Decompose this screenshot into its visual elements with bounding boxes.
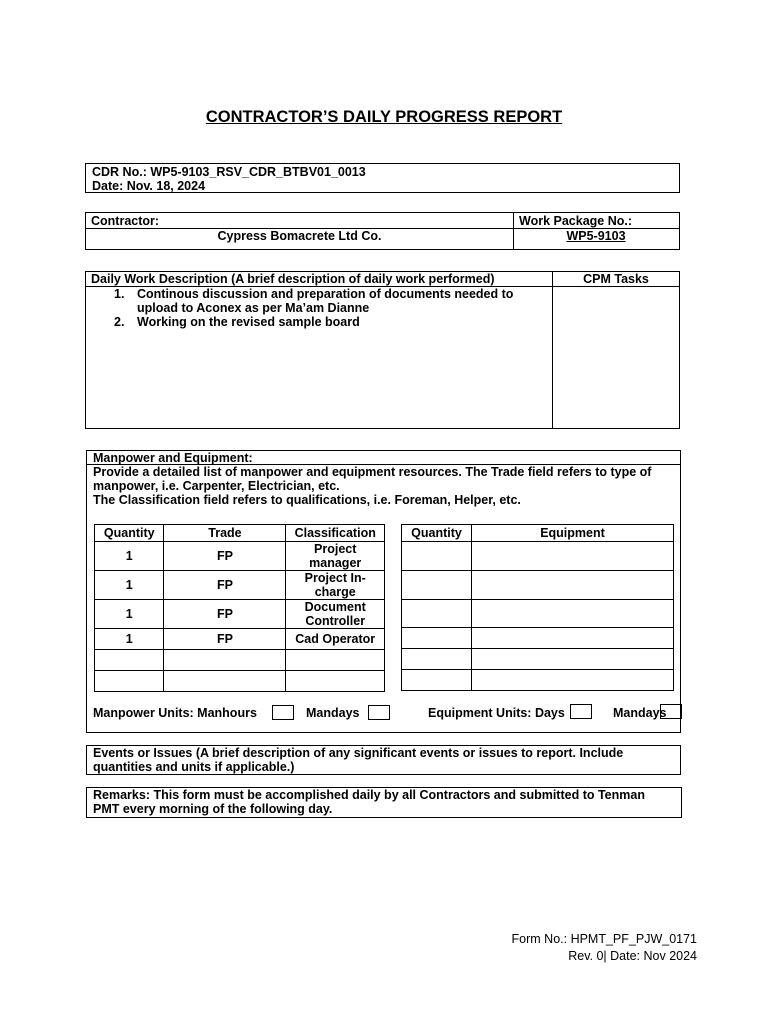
quantity-cell: [402, 649, 472, 670]
contractor-label: Contractor:: [91, 214, 160, 228]
cdr-box: [85, 163, 680, 193]
manpower-table: [94, 524, 385, 692]
equipment-cell: [472, 600, 674, 628]
events-line-1: Events or Issues (A brief description of any significant events or issues to report. Include: [93, 746, 624, 760]
quantity-header: Quantity: [95, 525, 164, 542]
manpower-heading: Manpower and Equipment:: [93, 451, 253, 465]
classification-cell: [286, 650, 385, 671]
manpower-desc-3: The Classification field refers to qualifications, i.e. Foreman, Helper, etc.: [93, 493, 521, 507]
work-item-2: [114, 315, 360, 329]
classification-header: Classification: [286, 525, 385, 542]
classification-line: charge: [314, 585, 356, 599]
quantity-cell: [402, 600, 472, 628]
quantity-cell: [402, 628, 472, 649]
equipment-quantity-header: Quantity: [402, 525, 472, 542]
cpm-tasks-heading: CPM Tasks: [583, 272, 649, 286]
table-row: [402, 542, 674, 571]
equipment-days-checkbox[interactable]: [570, 704, 592, 719]
trade-cell: FP: [164, 571, 286, 600]
quantity-cell: [95, 650, 164, 671]
contractor-box: [85, 212, 680, 250]
table-row: [402, 600, 674, 628]
quantity-cell: [402, 571, 472, 600]
equipment-units-label: Equipment Units: Days: [428, 706, 565, 720]
events-box: [86, 745, 681, 775]
work-item-1: [114, 287, 513, 315]
form-number: Form No.: HPMT_PF_PJW_0171: [511, 932, 697, 946]
classification-cell: [286, 671, 385, 692]
work-package-number: WP5-9103: [566, 229, 626, 243]
manpower-units-label: Manpower Units: Manhours: [93, 706, 257, 720]
manhours-checkbox[interactable]: [272, 705, 294, 720]
equipment-table: [401, 524, 674, 691]
equipment-cell: [472, 571, 674, 600]
classification-cell: [286, 571, 385, 600]
table-row: [402, 628, 674, 649]
table-row: [95, 542, 385, 571]
equipment-cell: [472, 628, 674, 649]
cdr-number: CDR No.: WP5-9103_RSV_CDR_BTBV01_0013: [92, 165, 366, 179]
mandays-checkbox[interactable]: [368, 705, 390, 720]
table-header-row: [95, 525, 385, 542]
daily-work-heading: Daily Work Description (A brief description of daily work performed): [91, 272, 495, 286]
classification-cell: Cad Operator: [286, 629, 385, 650]
classification-cell: [286, 542, 385, 571]
table-row: [402, 649, 674, 670]
work-item-text-cont: upload to Aconex as per Ma’am Dianne: [137, 301, 370, 315]
events-line-2: quantities and units if applicable.): [93, 760, 295, 774]
report-date: Date: Nov. 18, 2024: [92, 179, 206, 193]
revision-date: Rev. 0| Date: Nov 2024: [568, 949, 697, 963]
remarks-line-2: PMT every morning of the following day.: [93, 802, 333, 816]
table-row: [402, 670, 674, 691]
work-item-number: 1.: [114, 287, 125, 301]
equipment-header: Equipment: [472, 525, 674, 542]
remarks-box: [86, 787, 682, 818]
table-header-row: [402, 525, 674, 542]
daily-work-box: [85, 271, 680, 429]
trade-cell: FP: [164, 542, 286, 571]
mandays-label: Mandays: [306, 706, 360, 720]
equipment-cell: [472, 649, 674, 670]
equipment-mandays-checkbox[interactable]: [660, 704, 682, 719]
trade-cell: FP: [164, 629, 286, 650]
trade-cell: FP: [164, 600, 286, 629]
table-row: [95, 650, 385, 671]
page-title: CONTRACTOR’S DAILY PROGRESS REPORT: [205, 108, 563, 126]
trade-cell: [164, 671, 286, 692]
manpower-box: [86, 450, 681, 733]
quantity-cell: [95, 671, 164, 692]
quantity-cell: [402, 670, 472, 691]
manpower-desc-1: Provide a detailed list of manpower and equipment resources. The Trade field refers to type of: [93, 465, 652, 479]
quantity-cell: 1: [95, 629, 164, 650]
quantity-cell: [402, 542, 472, 571]
equipment-cell: [472, 670, 674, 691]
classification-cell: [286, 600, 385, 629]
quantity-cell: 1: [95, 600, 164, 629]
table-row: [95, 571, 385, 600]
classification-line: manager: [309, 556, 362, 570]
table-row: [95, 600, 385, 629]
quantity-cell: 1: [95, 571, 164, 600]
units-row: [93, 706, 681, 722]
table-row: [95, 629, 385, 650]
classification-line: Project In-: [304, 571, 366, 585]
quantity-cell: 1: [95, 542, 164, 571]
classification-line: Project: [314, 542, 357, 556]
remarks-line-1: Remarks: This form must be accomplished daily by all Contractors and submitted to Tenman: [93, 788, 645, 802]
classification-line: Document: [304, 600, 366, 614]
contractor-name: Cypress Bomacrete Ltd Co.: [217, 229, 382, 243]
table-row: [95, 671, 385, 692]
manpower-desc-2: manpower, i.e. Carpenter, Electrician, etc.: [93, 479, 340, 493]
trade-header: Trade: [164, 525, 286, 542]
trade-cell: [164, 650, 286, 671]
work-item-text: Working on the revised sample board: [137, 315, 360, 329]
equipment-cell: [472, 542, 674, 571]
equipment-mandays-label: Mandays: [613, 706, 667, 720]
table-row: [402, 571, 674, 600]
work-item-number: 2.: [114, 315, 125, 329]
classification-line: Controller: [305, 614, 366, 628]
work-item-text: Continous discussion and preparation of documents needed to: [137, 287, 514, 301]
work-package-label: Work Package No.:: [519, 214, 633, 228]
